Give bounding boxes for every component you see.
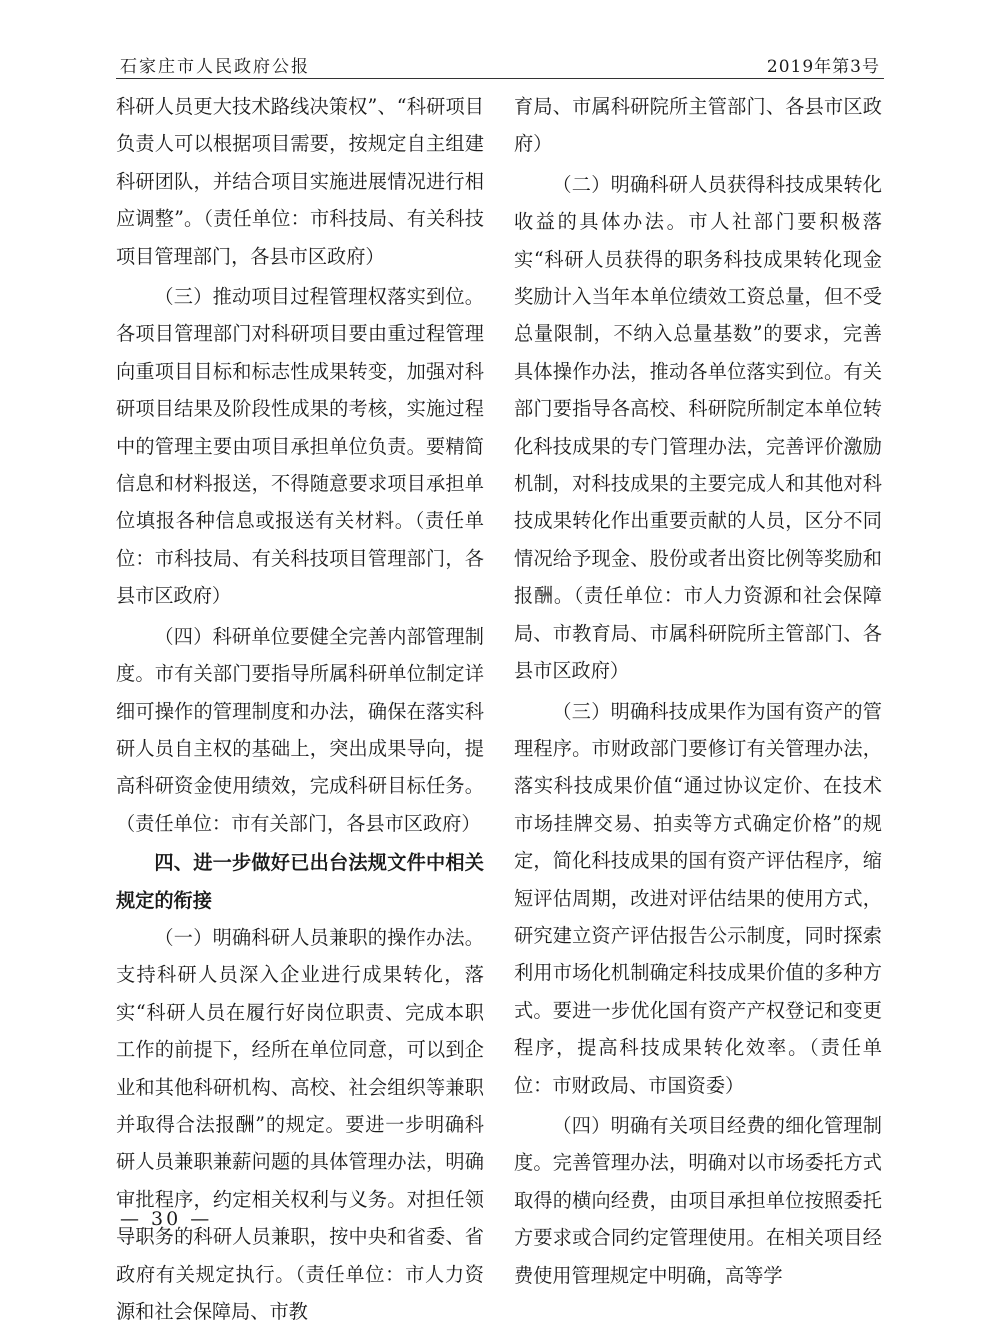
- paragraph: 育局、市属科研院所主管部门、各县市区政府）: [514, 95, 882, 156]
- header-rule: [116, 78, 884, 79]
- paragraph: （二）明确科研人员获得科技成果转化收益的具体办法。市人社部门要积极落实“科研人员获得的职务科技成果转化现金奖励计入当年本单位绩效工资总量，但不受总量限制，不纳入总量基数”的要求，完善具体操作办法，推动各单位落实到位。有关部门要指导各高校、科研院所制定本单位转化科技成果的专门管理办法，完善评价激励机制，对科技成果的主要完成人和其他对科技成果转化作出重要贡献的人员，区分不同情况给予现金、股份或者出资比例等奖励和报酬。（责任单位：市人力资源和社会保障局、市教育局、市属科研院所主管部门、各县市区政府）: [514, 172, 882, 683]
- issue-number: 2019年第3号: [766, 57, 880, 77]
- paragraph: 科研人员更大技术路线决策权”、“科研项目负责人可以根据项目需要，按规定自主组建科研团队，并结合项目实施进展情况进行相应调整”。（责任单位：市科技局、有关科技项目管理部门，各县市区政府）: [116, 95, 484, 268]
- paragraph: （四）明确有关项目经费的细化管理制度。完善管理办法，明确对以市场委托方式取得的横向经费，由项目承担单位按照委托方要求或合同约定管理使用。在相关项目经费使用管理规定中明确，高等学: [514, 1113, 882, 1287]
- page-header: [116, 48, 884, 78]
- page-number: — 30 —: [120, 1208, 213, 1230]
- left-column: [116, 88, 484, 1330]
- paragraph: （三）推动项目过程管理权落实到位。各项目管理部门对科研项目要由重过程管理向重项目目标和标志性成果转变，加强对科研项目结果及阶段性成果的考核，实施过程中的管理主要由项目承担单位负责。要精简信息和材料报送，不得随意要求项目承担单位填报各种信息或报送有关材料。（责任单位：市科技局、有关科技项目管理部门，各县市区政府）: [116, 285, 484, 608]
- paragraph: （一）明确科研人员兼职的操作办法。支持科研人员深入企业进行成果转化，落实“科研人员在履行好岗位职责、完成本职工作的前提下，经所在单位同意，可以到企业和其他科研机构、高校、社会组织等兼职并取得合法报酬”的规定。要进一步明确科研人员兼职兼薪问题的具体管理办法，明确审批程序，约定相关权利与义务。对担任领导职务的科研人员兼职，按中央和省委、省政府有关规定执行。（责任单位：市人力资源和社会保障局、市教: [116, 925, 484, 1323]
- paragraph: （三）明确科技成果作为国有资产的管理程序。市财政部门要修订有关管理办法，落实科技成果价值“通过协议定价、在技术市场挂牌交易、拍卖等方式确定价格”的规定，简化科技成果的国有资产评估程序，缩短评估周期，改进对评估结果的使用方式，研究建立资产评估报告公示制度，同时探索利用市场化机制确定科技成果价值的多种方式。要进一步优化国有资产产权登记和变更程序，提高科技成果转化效率。（责任单位：市财政局、市国资委）: [514, 699, 882, 1097]
- publication-title: 石家庄市人民政府公报: [120, 57, 310, 77]
- paragraph: （四）科研单位要健全完善内部管理制度。市有关部门要指导所属科研单位制定详细可操作的管理制度和办法，确保在落实科研人员自主权的基础上，突出成果导向，提高科研资金使用绩效，完成科研目标任务。（责任单位：市有关部门，各县市区政府）: [116, 624, 484, 835]
- right-column: [514, 88, 882, 1294]
- section-heading: 四、进一步做好已出台法规文件中相关规定的衔接: [116, 851, 484, 912]
